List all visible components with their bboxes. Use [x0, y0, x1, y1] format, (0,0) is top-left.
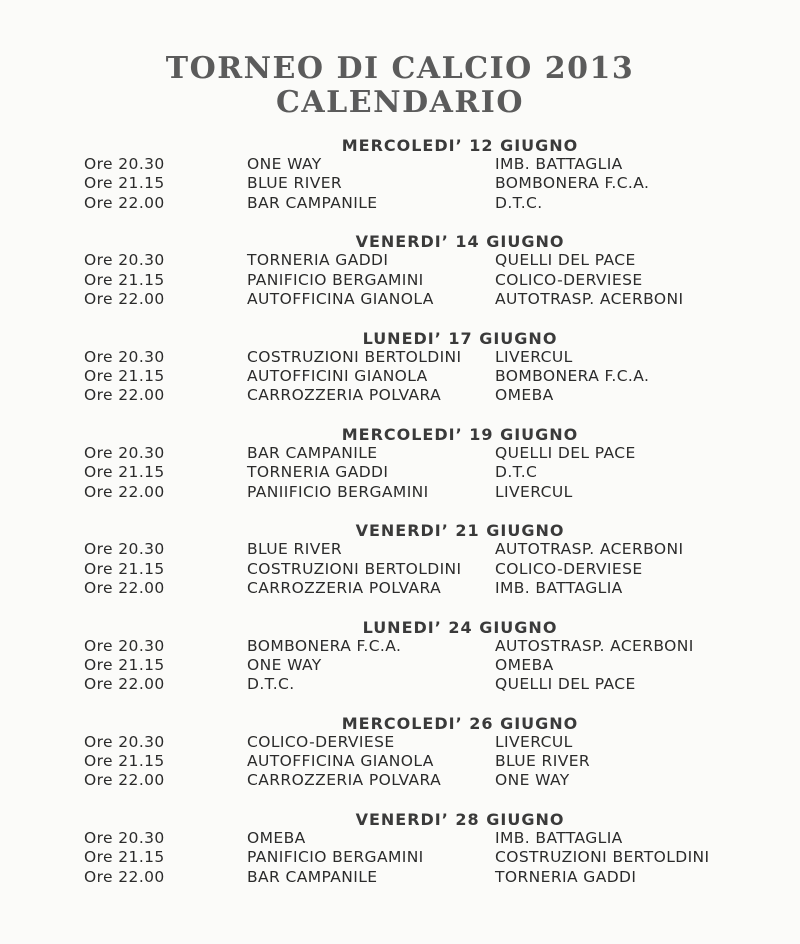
away-team: OMEBA	[495, 655, 554, 674]
home-team: BAR CAMPANILE	[247, 443, 378, 462]
match-time: Ore 20.30	[84, 251, 165, 270]
match-row	[0, 155, 800, 174]
match-time: Ore 22.00	[84, 578, 165, 597]
day-header: MERCOLEDI’ 26 GIUGNO	[341, 713, 579, 733]
home-team: CARROZZERIA POLVARA	[247, 386, 442, 405]
match-row	[0, 271, 800, 290]
match-row	[0, 656, 800, 675]
match-row	[0, 848, 800, 867]
away-team: AUTOTRASP. ACERBONI	[495, 540, 684, 559]
page-subtitle: CALENDARIO	[276, 85, 524, 120]
match-time: Ore 22.00	[84, 482, 165, 501]
match-row	[0, 752, 800, 771]
away-team: LIVERCUL	[495, 732, 573, 751]
away-team: COLICO-DERVIESE	[495, 559, 643, 578]
match-time: Ore 20.30	[84, 540, 165, 559]
match-time: Ore 21.15	[84, 366, 165, 385]
away-team: AUTOSTRASP. ACERBONI	[495, 636, 694, 655]
away-team: QUELLI DEL PACE	[495, 675, 636, 694]
away-team: IMB. BATTAGLIA	[495, 578, 623, 597]
away-team: TORNERIA GADDI	[495, 867, 637, 886]
match-row	[0, 251, 800, 270]
match-row	[0, 367, 800, 386]
away-team: QUELLI DEL PACE	[495, 443, 636, 462]
match-time: Ore 21.15	[84, 559, 165, 578]
match-time: Ore 20.30	[84, 155, 165, 173]
home-team: AUTOFFICINA GIANOLA	[247, 289, 434, 308]
match-time: Ore 22.00	[84, 867, 165, 886]
match-row	[0, 579, 800, 598]
match-time: Ore 22.00	[84, 289, 165, 308]
away-team: D.T.C	[495, 463, 538, 482]
match-time: Ore 21.15	[84, 174, 165, 193]
away-team: IMB. BATTAGLIA	[495, 829, 623, 848]
match-row	[0, 771, 800, 790]
match-row	[0, 290, 800, 309]
away-team: COSTRUZIONI BERTOLDINI	[495, 848, 710, 867]
match-row	[0, 829, 800, 848]
match-time: Ore 20.30	[84, 636, 165, 655]
home-team: TORNERIA GADDI	[247, 463, 389, 482]
away-team: BOMBONERA F.C.A.	[495, 174, 650, 193]
match-row	[0, 348, 800, 367]
match-row	[0, 463, 800, 482]
match-time: Ore 21.15	[84, 752, 165, 771]
home-team: BAR CAMPANILE	[247, 867, 378, 886]
match-time: Ore 21.15	[84, 270, 165, 289]
match-row	[0, 733, 800, 752]
home-team: OMEBA	[247, 829, 306, 848]
page-title: TORNEO DI CALCIO 2013	[165, 51, 635, 86]
home-team: ONE WAY	[247, 655, 322, 674]
match-time: Ore 22.00	[84, 193, 165, 212]
match-row	[0, 868, 800, 887]
away-team: QUELLI DEL PACE	[495, 251, 636, 270]
home-team: COLICO-DERVIESE	[247, 732, 395, 751]
home-team: BAR CAMPANILE	[247, 193, 378, 212]
match-time: Ore 21.15	[84, 463, 165, 482]
match-row	[0, 637, 800, 656]
match-time: Ore 22.00	[84, 771, 165, 790]
match-row	[0, 675, 800, 694]
day-header: LUNEDI’ 17 GIUGNO	[362, 328, 558, 348]
match-row	[0, 386, 800, 405]
home-team: BLUE RIVER	[247, 540, 343, 559]
home-team: BOMBONERA F.C.A.	[247, 636, 402, 655]
away-team: LIVERCUL	[495, 347, 573, 366]
match-time: Ore 22.00	[84, 675, 165, 694]
match-row	[0, 483, 800, 502]
match-row	[0, 444, 800, 463]
match-row	[0, 194, 800, 213]
home-team: BLUE RIVER	[247, 174, 343, 193]
home-team: TORNERIA GADDI	[247, 251, 389, 270]
match-time: Ore 21.15	[84, 655, 165, 674]
home-team: CARROZZERIA POLVARA	[247, 578, 442, 597]
match-row	[0, 560, 800, 579]
away-team: BLUE RIVER	[495, 752, 591, 771]
day-header: VENERDI’ 28 GIUGNO	[355, 810, 565, 830]
day-header: VENERDI’ 14 GIUGNO	[355, 232, 565, 252]
day-header: VENERDI’ 21 GIUGNO	[355, 521, 565, 541]
home-team: CARROZZERIA POLVARA	[247, 771, 442, 790]
home-team: PANIFICIO BERGAMINI	[247, 848, 424, 867]
day-header: MERCOLEDI’ 19 GIUGNO	[341, 424, 579, 444]
match-time: Ore 21.15	[84, 848, 165, 867]
away-team: IMB. BATTAGLIA	[495, 155, 623, 173]
away-team: D.T.C.	[495, 193, 543, 212]
home-team: AUTOFFICINI GIANOLA	[247, 366, 428, 385]
home-team: PANIIFICIO BERGAMINI	[247, 482, 429, 501]
home-team: ONE WAY	[247, 155, 322, 173]
home-team: AUTOFFICINA GIANOLA	[247, 752, 434, 771]
away-team: LIVERCUL	[495, 482, 573, 501]
match-row	[0, 174, 800, 193]
match-row	[0, 540, 800, 559]
match-time: Ore 20.30	[84, 347, 165, 366]
away-team: COLICO-DERVIESE	[495, 270, 643, 289]
match-time: Ore 20.30	[84, 443, 165, 462]
away-team: AUTOTRASP. ACERBONI	[495, 289, 684, 308]
day-header: MERCOLEDI’ 12 GIUGNO	[341, 136, 579, 155]
match-time: Ore 20.30	[84, 829, 165, 848]
away-team: ONE WAY	[495, 771, 570, 790]
match-time: Ore 22.00	[84, 386, 165, 405]
day-header: LUNEDI’ 24 GIUGNO	[362, 617, 558, 637]
home-team: D.T.C.	[247, 675, 295, 694]
away-team: OMEBA	[495, 386, 554, 405]
home-team: COSTRUZIONI BERTOLDINI	[247, 347, 462, 366]
home-team: PANIFICIO BERGAMINI	[247, 270, 424, 289]
match-time: Ore 20.30	[84, 732, 165, 751]
away-team: BOMBONERA F.C.A.	[495, 366, 650, 385]
home-team: COSTRUZIONI BERTOLDINI	[247, 559, 462, 578]
